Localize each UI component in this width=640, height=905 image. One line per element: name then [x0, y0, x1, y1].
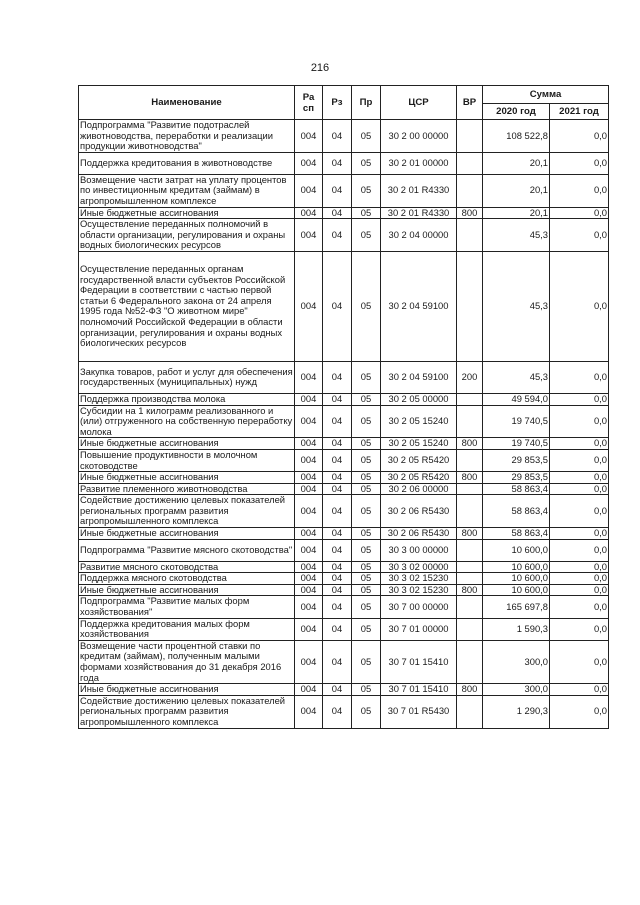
row-rz: 04: [323, 438, 352, 450]
row-vr: 800: [457, 684, 483, 696]
row-sum-2020: 165 697,8: [483, 596, 550, 618]
row-csr: 30 2 00 00000: [381, 120, 457, 153]
header-csr: ЦСР: [381, 86, 457, 120]
row-pr: 05: [352, 120, 381, 153]
header-vr: ВР: [457, 86, 483, 120]
row-pr: 05: [352, 528, 381, 540]
row-csr: 30 2 01 R4330: [381, 174, 457, 207]
row-sum-2020: 58 863,4: [483, 483, 550, 495]
row-sum-2021: 0,0: [550, 561, 609, 573]
row-name: Иные бюджетные ассигнования: [79, 584, 295, 596]
row-name: Поддержка мясного скотоводства: [79, 573, 295, 585]
row-rasp: 004: [295, 596, 323, 618]
row-pr: 05: [352, 495, 381, 528]
row-sum-2021: 0,0: [550, 251, 609, 361]
row-sum-2020: 45,3: [483, 361, 550, 393]
row-csr: 30 7 01 15410: [381, 640, 457, 683]
row-name: Осуществление переданных полномочий в области организации, регулирования и охраны водных биологических ресурсов: [79, 219, 295, 252]
row-rz: 04: [323, 449, 352, 471]
row-sum-2021: 0,0: [550, 438, 609, 450]
row-rz: 04: [323, 640, 352, 683]
row-sum-2021: 0,0: [550, 528, 609, 540]
row-rz: 04: [323, 483, 352, 495]
row-sum-2020: 20,1: [483, 207, 550, 219]
row-vr: 800: [457, 528, 483, 540]
row-name: Возмещение части затрат на уплату процентов по инвестиционным кредитам (займам) в агропромышленном комплексе: [79, 174, 295, 207]
row-pr: 05: [352, 596, 381, 618]
row-pr: 05: [352, 472, 381, 484]
row-name: Иные бюджетные ассигнования: [79, 207, 295, 219]
row-rz: 04: [323, 573, 352, 585]
table-row: [79, 405, 609, 438]
row-rasp: 004: [295, 495, 323, 528]
row-rz: 04: [323, 695, 352, 728]
row-rz: 04: [323, 152, 352, 174]
row-sum-2021: 0,0: [550, 596, 609, 618]
row-sum-2020: 49 594,0: [483, 393, 550, 405]
row-sum-2021: 0,0: [550, 584, 609, 596]
row-pr: 05: [352, 438, 381, 450]
table-row: [79, 120, 609, 153]
row-rz: 04: [323, 561, 352, 573]
row-sum-2021: 0,0: [550, 361, 609, 393]
header-rasp: Ра сп: [295, 86, 323, 120]
row-name: Поддержка кредитования малых форм хозяйствования: [79, 618, 295, 640]
row-sum-2020: 58 863,4: [483, 495, 550, 528]
table-row: [79, 251, 609, 361]
row-name: Содействие достижению целевых показателей региональных программ развития агропромышленного комплекса: [79, 695, 295, 728]
row-rz: 04: [323, 528, 352, 540]
row-pr: 05: [352, 561, 381, 573]
row-sum-2021: 0,0: [550, 472, 609, 484]
row-csr: 30 2 05 15240: [381, 438, 457, 450]
row-rz: 04: [323, 251, 352, 361]
row-name: Иные бюджетные ассигнования: [79, 438, 295, 450]
table-row: [79, 449, 609, 471]
table-row: [79, 483, 609, 495]
row-sum-2020: 300,0: [483, 684, 550, 696]
row-name: Иные бюджетные ассигнования: [79, 684, 295, 696]
row-sum-2020: 29 853,5: [483, 472, 550, 484]
row-vr: [457, 596, 483, 618]
table-row: [79, 596, 609, 618]
row-name: Осуществление переданных органам государственной власти субъектов Российской Федерации в соответствии с частью первой статьи 6 Федерального закона от 24 апреля 1995 года №52-ФЗ "О животном мире" полномочий Российской Федерации в области организации, регулирования и охраны водных биологических ресурсов: [79, 251, 295, 361]
row-name: Содействие достижению целевых показателей региональных программ развития агропромышленного комплекса: [79, 495, 295, 528]
row-csr: 30 2 05 R5420: [381, 449, 457, 471]
header-summa: Сумма: [483, 86, 609, 104]
row-pr: 05: [352, 207, 381, 219]
row-sum-2020: 1 290,3: [483, 695, 550, 728]
row-name: Подпрограмма "Развитие малых форм хозяйствования": [79, 596, 295, 618]
row-vr: 800: [457, 438, 483, 450]
row-pr: 05: [352, 405, 381, 438]
row-rz: 04: [323, 120, 352, 153]
row-pr: 05: [352, 251, 381, 361]
row-name: Повышение продуктивности в молочном скотоводстве: [79, 449, 295, 471]
row-rasp: 004: [295, 472, 323, 484]
row-csr: 30 7 01 15410: [381, 684, 457, 696]
row-name: Поддержка производства молока: [79, 393, 295, 405]
row-name: Развитие мясного скотоводства: [79, 561, 295, 573]
table-row: [79, 361, 609, 393]
row-rz: 04: [323, 539, 352, 561]
row-vr: [457, 449, 483, 471]
row-rasp: 004: [295, 528, 323, 540]
row-sum-2020: 19 740,5: [483, 438, 550, 450]
row-name: Поддержка кредитования в животноводстве: [79, 152, 295, 174]
row-name: Подпрограмма "Развитие мясного скотоводства": [79, 539, 295, 561]
row-csr: 30 2 01 R4330: [381, 207, 457, 219]
row-rz: 04: [323, 684, 352, 696]
row-sum-2021: 0,0: [550, 684, 609, 696]
table-row: [79, 438, 609, 450]
row-rz: 04: [323, 495, 352, 528]
row-rz: 04: [323, 219, 352, 252]
row-sum-2021: 0,0: [550, 207, 609, 219]
row-vr: [457, 561, 483, 573]
row-csr: 30 2 06 R5430: [381, 495, 457, 528]
row-rasp: 004: [295, 640, 323, 683]
row-name: Развитие племенного животноводства: [79, 483, 295, 495]
row-sum-2021: 0,0: [550, 539, 609, 561]
row-rasp: 004: [295, 361, 323, 393]
row-rz: 04: [323, 472, 352, 484]
row-pr: 05: [352, 640, 381, 683]
row-rasp: 004: [295, 618, 323, 640]
row-rz: 04: [323, 393, 352, 405]
row-sum-2021: 0,0: [550, 152, 609, 174]
table-row: [79, 640, 609, 683]
header-year-2021: 2021 год: [550, 104, 609, 120]
table-row: [79, 695, 609, 728]
table-row: [79, 495, 609, 528]
header-rz: Рз: [323, 86, 352, 120]
row-vr: [457, 120, 483, 153]
row-vr: 200: [457, 361, 483, 393]
row-rasp: 004: [295, 539, 323, 561]
row-rasp: 004: [295, 449, 323, 471]
table-header: [79, 86, 609, 120]
row-csr: 30 3 02 15230: [381, 573, 457, 585]
row-rz: 04: [323, 618, 352, 640]
table-row: [79, 152, 609, 174]
row-rasp: 004: [295, 684, 323, 696]
row-csr: 30 2 06 00000: [381, 483, 457, 495]
table-row: [79, 561, 609, 573]
row-vr: [457, 219, 483, 252]
row-rz: 04: [323, 207, 352, 219]
row-name: Иные бюджетные ассигнования: [79, 472, 295, 484]
row-sum-2020: 45,3: [483, 219, 550, 252]
row-sum-2020: 45,3: [483, 251, 550, 361]
row-sum-2020: 20,1: [483, 152, 550, 174]
row-csr: 30 3 02 00000: [381, 561, 457, 573]
row-rz: 04: [323, 174, 352, 207]
row-csr: 30 2 01 00000: [381, 152, 457, 174]
table-row: [79, 207, 609, 219]
row-name: Возмещение части процентной ставки по кредитам (займам), полученным малыми формами хозяйствования до 31 декабря 2016 года: [79, 640, 295, 683]
page-number: 216: [310, 62, 330, 74]
row-sum-2021: 0,0: [550, 405, 609, 438]
row-pr: 05: [352, 393, 381, 405]
row-csr: 30 2 06 R5430: [381, 528, 457, 540]
row-sum-2020: 29 853,5: [483, 449, 550, 471]
header-name: Наименование: [79, 86, 295, 120]
row-name: Закупка товаров, работ и услуг для обеспечения государственных (муниципальных) нужд: [79, 361, 295, 393]
table-body: [79, 120, 609, 729]
row-name: Подпрограмма "Развитие подотраслей животноводства, переработки и реализации продукции животноводства": [79, 120, 295, 153]
row-csr: 30 2 04 59100: [381, 361, 457, 393]
row-csr: 30 2 04 59100: [381, 251, 457, 361]
row-pr: 05: [352, 449, 381, 471]
row-sum-2021: 0,0: [550, 640, 609, 683]
row-rasp: 004: [295, 483, 323, 495]
row-rz: 04: [323, 596, 352, 618]
table-row: [79, 219, 609, 252]
row-sum-2021: 0,0: [550, 174, 609, 207]
row-name: Иные бюджетные ассигнования: [79, 528, 295, 540]
row-sum-2021: 0,0: [550, 495, 609, 528]
row-sum-2021: 0,0: [550, 618, 609, 640]
header-pr: Пр: [352, 86, 381, 120]
row-vr: 800: [457, 584, 483, 596]
row-pr: 05: [352, 618, 381, 640]
row-csr: 30 7 00 00000: [381, 596, 457, 618]
row-vr: [457, 405, 483, 438]
row-sum-2020: 108 522,8: [483, 120, 550, 153]
row-csr: 30 2 05 R5420: [381, 472, 457, 484]
row-pr: 05: [352, 361, 381, 393]
row-pr: 05: [352, 695, 381, 728]
row-rasp: 004: [295, 152, 323, 174]
budget-table: [78, 85, 609, 729]
table-row: [79, 618, 609, 640]
header-year-2020: 2020 год: [483, 104, 550, 120]
row-sum-2020: 10 600,0: [483, 561, 550, 573]
row-pr: 05: [352, 219, 381, 252]
table-row: [79, 573, 609, 585]
row-csr: 30 3 02 15230: [381, 584, 457, 596]
row-rz: 04: [323, 405, 352, 438]
table-row: [79, 584, 609, 596]
row-rasp: 004: [295, 219, 323, 252]
row-pr: 05: [352, 584, 381, 596]
row-sum-2021: 0,0: [550, 120, 609, 153]
row-vr: [457, 495, 483, 528]
row-pr: 05: [352, 684, 381, 696]
row-vr: [457, 640, 483, 683]
row-sum-2020: 300,0: [483, 640, 550, 683]
row-sum-2020: 20,1: [483, 174, 550, 207]
row-vr: [457, 152, 483, 174]
row-vr: [457, 174, 483, 207]
row-vr: [457, 251, 483, 361]
row-pr: 05: [352, 174, 381, 207]
row-rasp: 004: [295, 584, 323, 596]
row-sum-2021: 0,0: [550, 449, 609, 471]
row-sum-2020: 1 590,3: [483, 618, 550, 640]
row-rasp: 004: [295, 438, 323, 450]
row-csr: 30 2 05 15240: [381, 405, 457, 438]
row-vr: [457, 573, 483, 585]
row-sum-2021: 0,0: [550, 483, 609, 495]
row-vr: [457, 539, 483, 561]
row-pr: 05: [352, 483, 381, 495]
row-name: Субсидии на 1 килограмм реализованного и (или) отгруженного на собственную переработку молока: [79, 405, 295, 438]
row-vr: 800: [457, 472, 483, 484]
table-row: [79, 393, 609, 405]
row-pr: 05: [352, 152, 381, 174]
row-rasp: 004: [295, 207, 323, 219]
row-sum-2021: 0,0: [550, 393, 609, 405]
row-sum-2020: 58 863,4: [483, 528, 550, 540]
row-sum-2021: 0,0: [550, 573, 609, 585]
table-row: [79, 472, 609, 484]
row-sum-2020: 10 600,0: [483, 539, 550, 561]
row-rasp: 004: [295, 174, 323, 207]
table-row: [79, 174, 609, 207]
row-rasp: 004: [295, 251, 323, 361]
table-row: [79, 528, 609, 540]
row-sum-2020: 19 740,5: [483, 405, 550, 438]
row-rasp: 004: [295, 561, 323, 573]
row-vr: [457, 618, 483, 640]
row-rasp: 004: [295, 573, 323, 585]
row-csr: 30 2 04 00000: [381, 219, 457, 252]
row-csr: 30 3 00 00000: [381, 539, 457, 561]
table-row: [79, 539, 609, 561]
row-rasp: 004: [295, 405, 323, 438]
row-sum-2021: 0,0: [550, 219, 609, 252]
row-csr: 30 7 01 R5430: [381, 695, 457, 728]
table-row: [79, 684, 609, 696]
row-vr: [457, 393, 483, 405]
row-pr: 05: [352, 573, 381, 585]
row-rasp: 004: [295, 393, 323, 405]
row-vr: [457, 695, 483, 728]
row-vr: [457, 483, 483, 495]
row-rz: 04: [323, 361, 352, 393]
row-rz: 04: [323, 584, 352, 596]
row-sum-2020: 10 600,0: [483, 584, 550, 596]
row-sum-2021: 0,0: [550, 695, 609, 728]
row-csr: 30 7 01 00000: [381, 618, 457, 640]
row-rasp: 004: [295, 120, 323, 153]
row-vr: 800: [457, 207, 483, 219]
row-sum-2020: 10 600,0: [483, 573, 550, 585]
row-rasp: 004: [295, 695, 323, 728]
row-pr: 05: [352, 539, 381, 561]
row-csr: 30 2 05 00000: [381, 393, 457, 405]
